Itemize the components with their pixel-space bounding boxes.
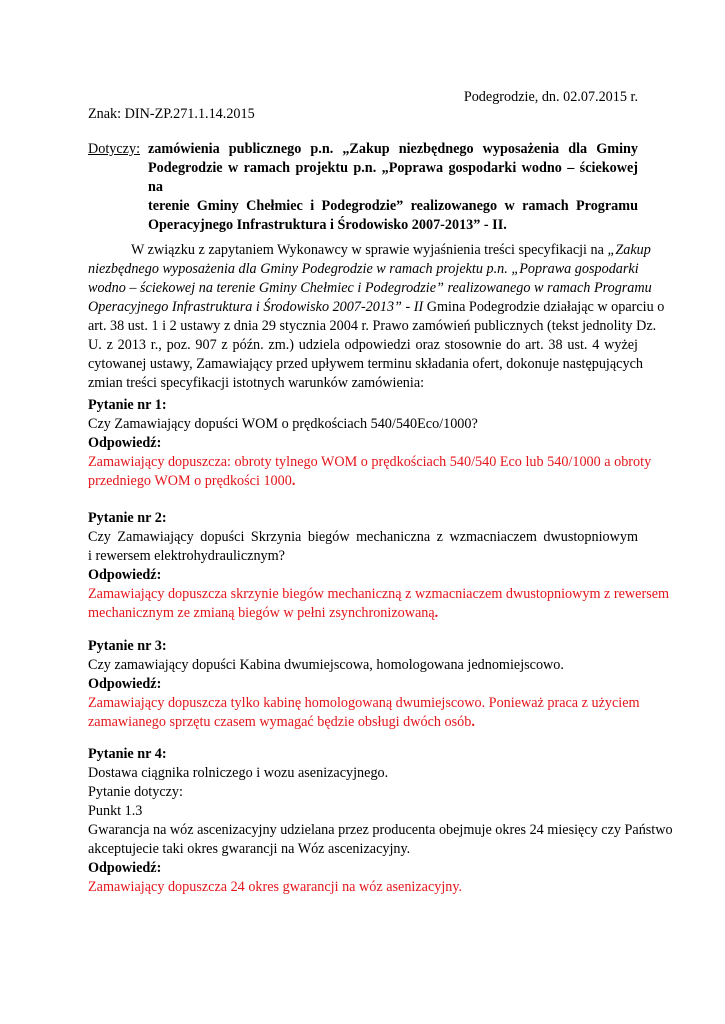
intro-line-4-text: Gmina Podegrodzie działając w oparciu o (423, 299, 665, 315)
question-heading: Pytanie nr 4: (88, 746, 167, 762)
subject-block (88, 140, 638, 235)
question-block-2 (88, 509, 670, 623)
intro-paragraph (88, 241, 665, 393)
answer-label: Odpowiedź: (88, 435, 162, 451)
question-text-line-2: Pytanie dotyczy: (88, 784, 183, 800)
question-text: Czy Zamawiający dopuści WOM o prędkościach 540/540Eco/1000? (88, 416, 478, 432)
answer-label: Odpowiedź: (88, 860, 162, 876)
intro-line-1-italic: „Zakup (607, 242, 651, 258)
question-text-cont: i rewersem elektrohydraulicznym? (88, 548, 285, 564)
intro-line-5: art. 38 ust. 1 i 2 ustawy z dnia 29 stycznia 2004 r. Prawo zamówień publicznych (tekst jednolity Dz. (88, 318, 657, 334)
answer-text-end (88, 713, 638, 732)
answer-text: Zamawiający dopuszcza: obroty tylnego WOM o prędkościach 540/540 Eco lub 540/1000 a obroty (88, 454, 652, 470)
reference-sign: Znak: DIN-ZP.271.1.14.2015 (88, 106, 255, 122)
question-block-4 (88, 745, 673, 897)
question-text: Dostawa ciągnika rolniczego i wozu asenizacyjnego. (88, 765, 389, 781)
answer-text: Zamawiający dopuszcza tylko kabinę homologowaną dwumiejscowo. Ponieważ praca z użyciem (88, 695, 640, 711)
answer-text: Zamawiający dopuszcza skrzynie biegów mechaniczną z wzmacniaczem dwustopniowym z rewersem (88, 586, 670, 602)
intro-line-8: zmian treści specyfikacji istotnych warunków zamówienia: (88, 375, 425, 391)
intro-line-3: wodno – ściekowej na terenie Gminy Chełmiec i Podegrodzie” realizowanego w ramach Programu (88, 280, 652, 296)
answer-text-cont: przedniego WOM o prędkości 1000 (88, 473, 292, 489)
answer-text-end (88, 604, 638, 623)
answer-period: . (471, 714, 475, 730)
question-block-3 (88, 637, 638, 732)
intro-line-2: niezbędnego wyposażenia dla Gminy Podegrodzie w ramach projektu p.n. „Poprawa gospodarki (88, 261, 639, 277)
intro-line-1-text: W związku z zapytaniem Wykonawcy w sprawie wyjaśnienia treści specyfikacji na (131, 242, 608, 258)
answer-period: . (291, 473, 296, 489)
answer-text: Zamawiający dopuszcza 24 okres gwarancji na wóz asenizacyjny. (88, 879, 463, 895)
question-text: Czy Zamawiający dopuści Skrzynia biegów mechaniczna z wzmacniaczem dwustopniowym (88, 529, 638, 545)
question-text: Czy zamawiający dopuści Kabina dwumiejscowa, homologowana jednomiejscowo. (88, 657, 564, 673)
answer-label: Odpowiedź: (88, 676, 162, 692)
intro-line-4 (88, 298, 665, 317)
intro-line-7: cytowanej ustawy, Zamawiający przed upływem terminu składania ofert, dokonuje następujących (88, 356, 643, 372)
question-text-line-4: Gwarancja na wóz ascenizacyjny udzielana przez producenta obejmuje okres 24 miesięcy czy Państwo (88, 822, 673, 838)
place-date: Podegrodzie, dn. 02.07.2015 r. (463, 89, 638, 105)
subject-line-3: terenie Gminy Chełmiec i Podegrodzie” realizowanego w ramach Programu (148, 198, 638, 214)
question-text-line-5: akceptujecie taki okres gwarancji na Wóz ascenizacyjny. (88, 841, 411, 857)
question-heading: Pytanie nr 1: (88, 397, 167, 413)
answer-text-cont: mechanicznym ze zmianą biegów w pełni zsynchronizowaną (88, 605, 435, 621)
intro-line-4-italic: Operacyjnego Infrastruktura i Środowisko 2007-2013” - II (88, 299, 424, 315)
subject-line-4: Operacyjnego Infrastruktura i Środowisko 2007-2013” - II. (148, 217, 507, 233)
subject-line-1: zamówienia publicznego p.n. „Zakup niezbędnego wyposażenia dla Gminy (148, 141, 638, 157)
intro-line-6: U. z 2013 r., poz. 907 z późn. zm.) udziela odpowiedzi oraz stosownie do art. 38 ust. 4 wyżej (88, 337, 638, 353)
subject-line-2: Podegrodzie w ramach projektu p.n. „Poprawa gospodarki wodno – ściekowej na (148, 160, 638, 195)
intro-line-1 (88, 241, 651, 260)
answer-text-cont: zamawianego sprzętu czasem wymagać będzie obsługi dwóch osób (88, 714, 472, 730)
question-block-1 (88, 396, 652, 491)
subject-label: Dotyczy: (88, 141, 141, 157)
answer-period: . (434, 605, 439, 621)
question-heading: Pytanie nr 2: (88, 510, 167, 526)
answer-text-end (88, 472, 638, 491)
question-text-line-3: Punkt 1.3 (88, 803, 143, 819)
answer-label: Odpowiedź: (88, 567, 162, 583)
question-heading: Pytanie nr 3: (88, 638, 167, 654)
